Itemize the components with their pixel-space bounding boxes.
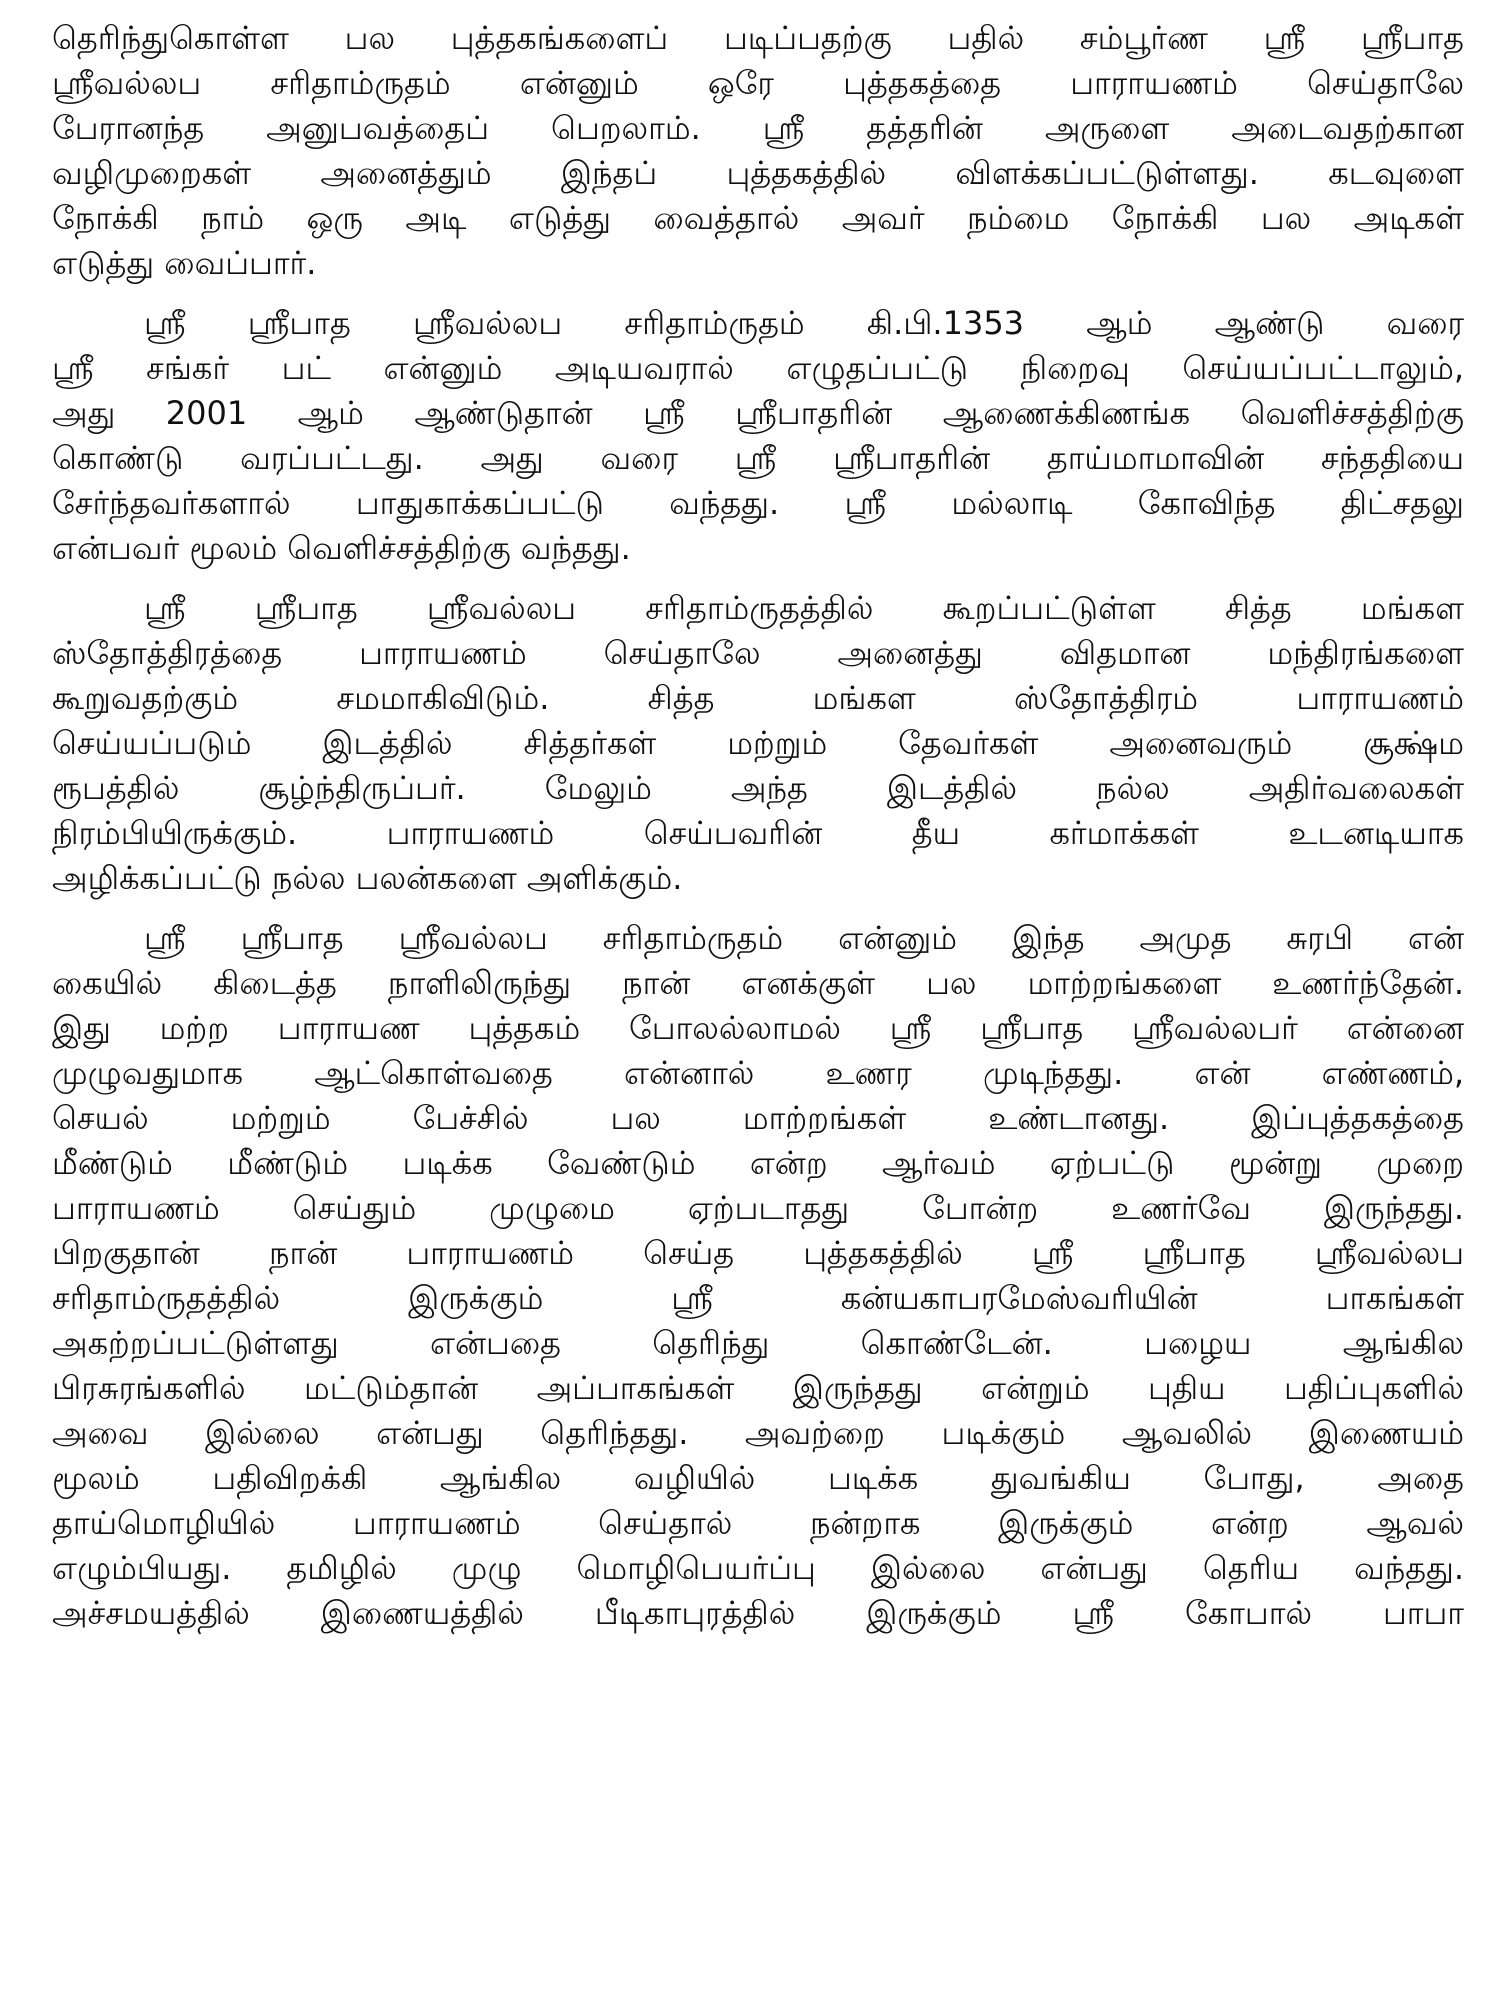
text-line: ஸ்ரீ ஸ்ரீபாத ஸ்ரீவல்லப சரிதாம்ருதம் கி.பி.1353 ஆம் ஆண்டு வரை (144, 304, 1464, 342)
paragraph-3 (52, 586, 1464, 901)
text-line: பிறகுதான் நான் பாராயணம் செய்த புத்தகத்தில் ஸ்ரீ ஸ்ரீபாத ஸ்ரீவல்லப (52, 1234, 1464, 1272)
paragraph-1 (52, 16, 1464, 286)
text-line: முழுவதுமாக ஆட்கொள்வதை என்னால் உணர முடிந்தது. என் எண்ணம், (52, 1054, 1464, 1092)
text-line: ஸ்ரீ ஸ்ரீபாத ஸ்ரீவல்லப சரிதாம்ருதத்தில் கூறப்பட்டுள்ள சித்த மங்கள (144, 589, 1464, 627)
text-line: ஸ்ரீ சங்கர் பட் என்னும் அடியவரால் எழுதப்பட்டு நிறைவு செய்யப்பட்டாலும், (52, 349, 1464, 387)
text-line: தாய்மொழியில் பாராயணம் செய்தால் நன்றாக இருக்கும் என்ற ஆவல் (52, 1504, 1464, 1542)
text-line: எடுத்து வைப்பார். (52, 244, 317, 282)
text-line: ஸ்ரீ ஸ்ரீபாத ஸ்ரீவல்லப சரிதாம்ருதம் என்னும் இந்த அமுத சுரபி என் (144, 919, 1464, 957)
text-line: பேரானந்த அனுபவத்தைப் பெறலாம். ஸ்ரீ தத்தரின் அருளை அடைவதற்கான (52, 109, 1464, 147)
text-line: அவை இல்லை என்பது தெரிந்தது. அவற்றை படிக்கும் ஆவலில் இணையம் (52, 1414, 1464, 1452)
text-line: செய்யப்படும் இடத்தில் சித்தர்கள் மற்றும் தேவர்கள் அனைவரும் சூக்ஷ்ம (52, 724, 1464, 762)
text-line: அழிக்கப்பட்டு நல்ல பலன்களை அளிக்கும். (52, 859, 683, 897)
text-line: மீண்டும் மீண்டும் படிக்க வேண்டும் என்ற ஆர்வம் ஏற்பட்டு மூன்று முறை (52, 1144, 1464, 1182)
text-line: மூலம் பதிவிறக்கி ஆங்கில வழியில் படிக்க துவங்கிய போது, அதை (52, 1459, 1464, 1497)
text-line: வழிமுறைகள் அனைத்தும் இந்தப் புத்தகத்தில் விளக்கப்பட்டுள்ளது. கடவுளை (52, 154, 1464, 192)
text-line: எழும்பியது. தமிழில் முழு மொழிபெயர்ப்பு இல்லை என்பது தெரிய வந்தது. (52, 1549, 1464, 1587)
text-line: தெரிந்துகொள்ள பல புத்தகங்களைப் படிப்பதற்கு பதில் சம்பூர்ண ஸ்ரீ ஸ்ரீபாத (52, 19, 1464, 57)
text-line: பாராயணம் செய்தும் முழுமை ஏற்படாதது போன்ற உணர்வே இருந்தது. (52, 1189, 1464, 1227)
text-line: சரிதாம்ருதத்தில் இருக்கும் ஸ்ரீ கன்யகாபரமேஸ்வரியின் பாகங்கள் (52, 1279, 1464, 1317)
paragraph-2 (52, 301, 1464, 571)
text-line: பிரசுரங்களில் மட்டும்தான் அப்பாகங்கள் இருந்தது என்றும் புதிய பதிப்புகளில் (52, 1369, 1464, 1407)
text-line: என்பவர் மூலம் வெளிச்சத்திற்கு வந்தது. (52, 529, 631, 567)
text-line: அகற்றப்பட்டுள்ளது என்பதை தெரிந்து கொண்டேன். பழைய ஆங்கில (52, 1324, 1464, 1362)
text-line: இது மற்ற பாராயண புத்தகம் போலல்லாமல் ஸ்ரீ ஸ்ரீபாத ஸ்ரீவல்லபர் என்னை (52, 1009, 1464, 1047)
text-line: செயல் மற்றும் பேச்சில் பல மாற்றங்கள் உண்டானது. இப்புத்தகத்தை (52, 1099, 1464, 1137)
text-line: அச்சமயத்தில் இணையத்தில் பீடிகாபுரத்தில் இருக்கும் ஸ்ரீ கோபால் பாபா (52, 1594, 1464, 1632)
text-line: கூறுவதற்கும் சமமாகிவிடும். சித்த மங்கள ஸ்தோத்திரம் பாராயணம் (52, 679, 1464, 717)
text-line: ஸ்தோத்திரத்தை பாராயணம் செய்தாலே அனைத்து விதமான மந்திரங்களை (52, 634, 1464, 672)
text-line: கொண்டு வரப்பட்டது. அது வரை ஸ்ரீ ஸ்ரீபாதரின் தாய்மாமாவின் சந்ததியை (52, 439, 1464, 477)
text-line: ரூபத்தில் சூழ்ந்திருப்பர். மேலும் அந்த இடத்தில் நல்ல அதிர்வலைகள் (52, 769, 1464, 807)
text-line: நோக்கி நாம் ஒரு அடி எடுத்து வைத்தால் அவர் நம்மை நோக்கி பல அடிகள் (52, 199, 1464, 237)
text-line: அது 2001 ஆம் ஆண்டுதான் ஸ்ரீ ஸ்ரீபாதரின் ஆணைக்கிணங்க வெளிச்சத்திற்கு (52, 394, 1464, 432)
text-line: ஸ்ரீவல்லப சரிதாம்ருதம் என்னும் ஒரே புத்தகத்தை பாராயணம் செய்தாலே (52, 64, 1464, 102)
paragraph-4 (52, 916, 1464, 1636)
text-line: சேர்ந்தவர்களால் பாதுகாக்கப்பட்டு வந்தது. ஸ்ரீ மல்லாடி கோவிந்த திட்சதலு (52, 484, 1464, 522)
text-line: கையில் கிடைத்த நாளிலிருந்து நான் எனக்குள் பல மாற்றங்களை உணர்ந்தேன். (52, 964, 1464, 1002)
text-line: நிரம்பியிருக்கும். பாராயணம் செய்பவரின் தீய கர்மாக்கள் உடனடியாக (52, 814, 1464, 852)
